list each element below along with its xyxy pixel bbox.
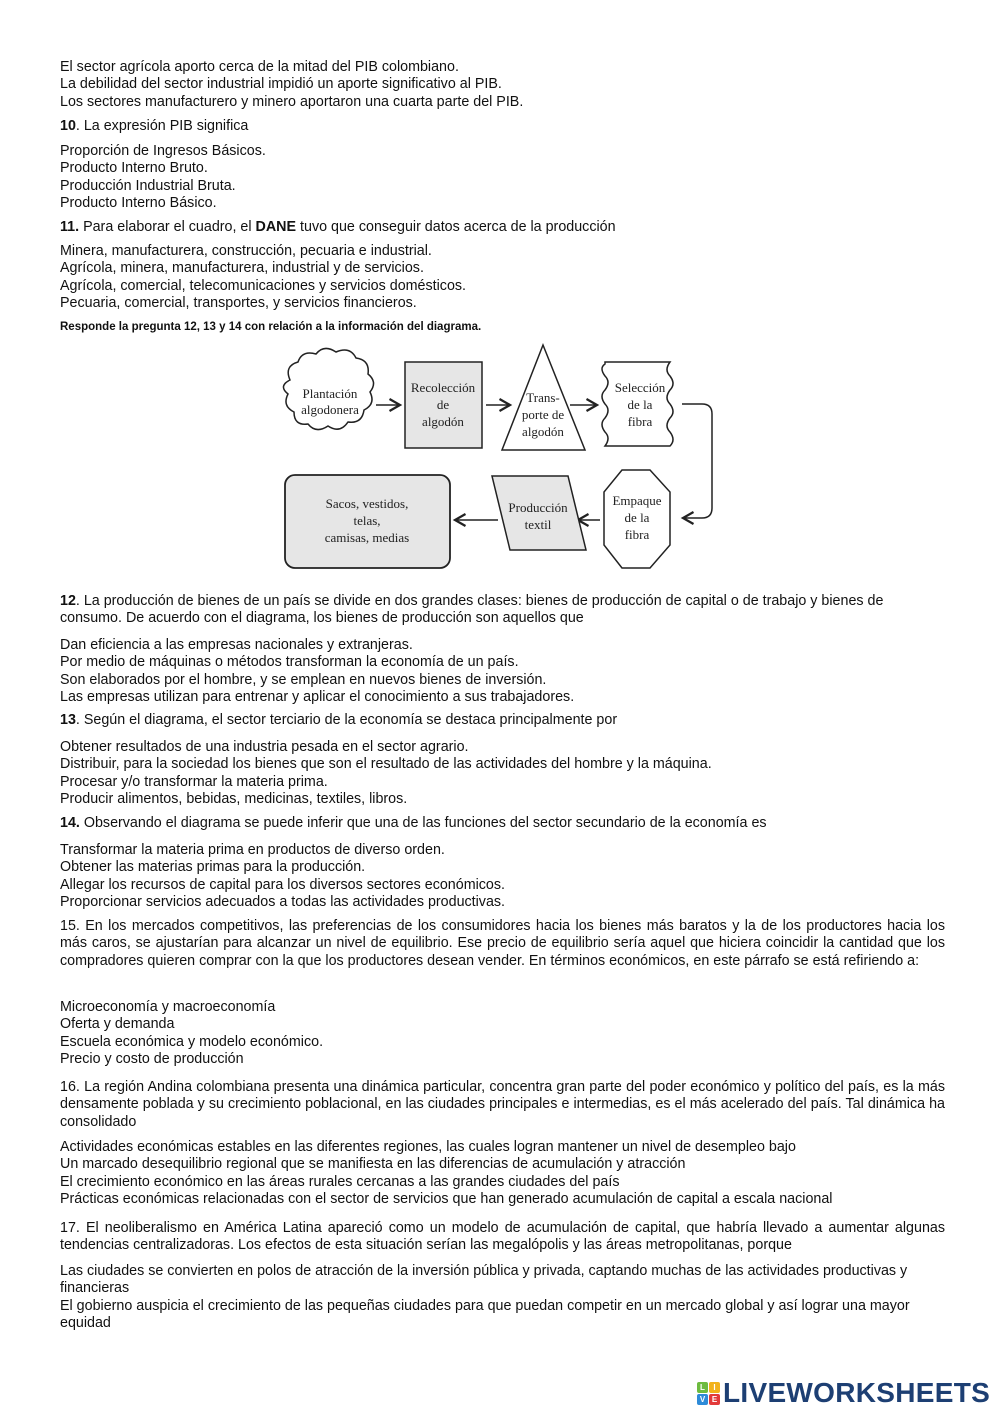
answer-option[interactable]: Microeconomía y macroeconomía bbox=[60, 999, 276, 1015]
answer-option[interactable]: El crecimiento económico en las áreas rurales cercanas a las grandes ciudades del país bbox=[60, 1173, 620, 1190]
arrow bbox=[682, 404, 712, 518]
question-14 bbox=[60, 815, 945, 832]
answer-option[interactable]: Escuela económica y modelo económico. bbox=[60, 1033, 324, 1050]
question-number: 13 bbox=[60, 712, 76, 728]
answer-option[interactable]: Prácticas económicas relacionadas con el sector de servicios que han generado acumulación de capital a escala nacional bbox=[60, 1190, 833, 1207]
question-13 bbox=[60, 712, 945, 729]
statement: La debilidad del sector industrial impidió un aporte significativo al PIB. bbox=[60, 76, 502, 93]
question-16: 16. La región Andina colombiana presenta una dinámica particular, concentra gran parte del poder económico y político del país, es la más densamente poblada y su crecimiento poblacional, en las ciudades principales e intermedias, es el más acelerado del país. Tal dinámica ha consolidado bbox=[60, 1079, 945, 1130]
question-17: 17. El neoliberalismo en América Latina apareció como un modelo de acumulación de capital, que habría llevado a aumentar algunas tendencias centralizadoras. Los efectos de esta situación serían las megalópolis y las áreas metropolitanas, porque bbox=[60, 1220, 945, 1254]
answer-option[interactable]: Obtener resultados de una industria pesada en el sector agrario. bbox=[60, 739, 469, 755]
svg-text:Producción: Producción bbox=[508, 500, 568, 515]
question-text: . Según el diagrama, el sector terciario de la economía se destaca principalmente por bbox=[75, 712, 618, 728]
options-16 bbox=[60, 1139, 945, 1208]
svg-text:de: de bbox=[436, 397, 450, 412]
svg-text:Selección: Selección bbox=[614, 380, 666, 395]
question-text: Observando el diagrama se puede inferir que una de las funciones del sector secundario de la economía es bbox=[79, 815, 767, 831]
question-text: tuvo que conseguir datos acerca de la producción bbox=[296, 219, 616, 235]
answer-option[interactable]: Pecuaria, comercial, transportes, y servicios financieros. bbox=[60, 294, 417, 311]
node-empaque bbox=[604, 470, 670, 568]
node-produccion bbox=[492, 476, 586, 550]
options-14 bbox=[60, 842, 945, 911]
answer-option[interactable]: Precio y costo de producción bbox=[60, 1050, 244, 1067]
answer-option[interactable]: Minera, manufacturera, construcción, pecuaria e industrial. bbox=[60, 243, 432, 259]
statement: El sector agrícola aporto cerca de la mitad del PIB colombiano. bbox=[60, 59, 459, 75]
statement: Los sectores manufacturero y minero aportaron una cuarta parte del PIB. bbox=[60, 93, 524, 110]
svg-text:Plantación: Plantación bbox=[302, 386, 358, 401]
logo-mark-icon: L I V E bbox=[697, 1382, 720, 1405]
answer-option[interactable]: Distribuir, para la sociedad los bienes que son el resultado de las actividades del hombre y la máquina. bbox=[60, 756, 712, 773]
answer-option[interactable]: Obtener las materias primas para la producción. bbox=[60, 859, 366, 876]
options-17 bbox=[60, 1263, 930, 1332]
options-15 bbox=[60, 999, 945, 1068]
question-11 bbox=[60, 219, 945, 236]
answer-option[interactable]: Producto Interno Básico. bbox=[60, 194, 217, 211]
options-11 bbox=[60, 243, 945, 312]
node-productos bbox=[285, 475, 450, 568]
svg-text:Sacos, vestidos,: Sacos, vestidos, bbox=[325, 496, 409, 511]
answer-option[interactable]: Las ciudades se convierten en polos de atracción de la inversión pública y privada, captando muchas de las actividades productivas y financieras bbox=[60, 1263, 908, 1297]
question-number: 14. bbox=[60, 815, 80, 831]
answer-option[interactable]: Oferta y demanda bbox=[60, 1016, 175, 1033]
answer-option[interactable]: Proporción de Ingresos Básicos. bbox=[60, 143, 266, 159]
answer-option[interactable]: Un marcado desequilibrio regional que se manifiesta en las diferencias de acumulación y atracción bbox=[60, 1156, 686, 1173]
svg-text:fibra: fibra bbox=[627, 414, 653, 429]
answer-option[interactable]: Procesar y/o transformar la materia prima. bbox=[60, 773, 328, 790]
svg-text:fibra: fibra bbox=[624, 527, 650, 542]
svg-text:de la: de la bbox=[627, 397, 653, 412]
question-number: 12 bbox=[60, 593, 76, 609]
options-12 bbox=[60, 637, 945, 706]
answer-option[interactable]: Transformar la materia prima en productos de diverso orden. bbox=[60, 842, 445, 858]
instruction: Responde la pregunta 12, 13 y 14 con relación a la información del diagrama. bbox=[60, 321, 482, 333]
answer-option[interactable]: Producción Industrial Bruta. bbox=[60, 177, 236, 194]
svg-text:Empaque: Empaque bbox=[612, 493, 662, 508]
question-bold: DANE bbox=[255, 219, 297, 235]
svg-text:algodón: algodón bbox=[522, 424, 564, 439]
question-number: 11. bbox=[60, 219, 80, 235]
svg-text:Trans-: Trans- bbox=[526, 390, 560, 405]
question-text: . La expresión PIB significa bbox=[75, 118, 249, 134]
svg-text:textil: textil bbox=[524, 517, 552, 532]
question-12 bbox=[60, 593, 945, 628]
answer-option[interactable]: Actividades económicas estables en las diferentes regiones, las cuales logran mantener un nivel de desempleo bajo bbox=[60, 1139, 796, 1155]
question-text: . La producción de bienes de un país se divide en dos grandes clases: bienes de producción de capital o de trabajo y bienes de consumo. De acuerdo con el diagrama, los bienes de producción son aquellos que bbox=[60, 593, 884, 627]
answer-option[interactable]: Agrícola, minera, manufacturera, industrial y de servicios. bbox=[60, 260, 424, 277]
options-10 bbox=[60, 143, 945, 212]
node-seleccion bbox=[602, 362, 673, 446]
node-recoleccion bbox=[405, 362, 482, 448]
node-plantacion bbox=[283, 348, 373, 429]
svg-text:telas,: telas, bbox=[353, 513, 381, 528]
answer-option[interactable]: Producir alimentos, bebidas, medicinas, textiles, libros. bbox=[60, 790, 408, 807]
question-text: Para elaborar el cuadro, el bbox=[79, 219, 256, 235]
answer-option[interactable]: Producto Interno Bruto. bbox=[60, 160, 208, 177]
answer-option[interactable]: Por medio de máquinas o métodos transforman la economía de un país. bbox=[60, 654, 519, 671]
question-number: 10 bbox=[60, 118, 76, 134]
answer-option[interactable]: Allegar los recursos de capital para los diversos sectores económicos. bbox=[60, 876, 505, 893]
svg-text:algodonera: algodonera bbox=[301, 402, 359, 417]
node-transporte bbox=[502, 345, 585, 450]
intro-statements bbox=[60, 59, 945, 111]
answer-option[interactable]: Las empresas utilizan para entrenar y aplicar el conocimiento a sus trabajadores. bbox=[60, 688, 575, 705]
svg-text:porte de: porte de bbox=[521, 407, 565, 422]
liveworksheets-logo: L I V E LIVEWORKSHEETS bbox=[697, 1378, 990, 1408]
svg-text:de la: de la bbox=[624, 510, 650, 525]
svg-text:camisas, medias: camisas, medias bbox=[324, 530, 410, 545]
cotton-process-diagram bbox=[270, 340, 730, 575]
answer-option[interactable]: Agrícola, comercial, telecomunicaciones y servicios domésticos. bbox=[60, 277, 467, 294]
question-15: 15. En los mercados competitivos, las preferencias de los consumidores hacia los bienes más baratos y la de los productores hacia los más caros, se ajustarían para alcanzar un nivel de equilibrio. Ese precio de equilibrio sería aquel que hiciera coincidir la cantidad que los compradores quieren comprar con la que los productores desean vender. En términos económicos, en este párrafo se está refiriendo a: bbox=[60, 918, 945, 969]
options-13 bbox=[60, 739, 945, 808]
answer-option[interactable]: El gobierno auspicia el crecimiento de las pequeñas ciudades para que puedan competir en un mercado global y así lograr una mayor equidad bbox=[60, 1297, 910, 1331]
question-10 bbox=[60, 118, 945, 135]
answer-option[interactable]: Dan eficiencia a las empresas nacionales y extranjeras. bbox=[60, 637, 413, 653]
svg-text:algodón: algodón bbox=[422, 414, 464, 429]
svg-text:Recolección: Recolección bbox=[410, 380, 476, 395]
answer-option[interactable]: Proporcionar servicios adecuados a todas las actividades productivas. bbox=[60, 893, 506, 910]
answer-option[interactable]: Son elaborados por el hombre, y se emplean en nuevos bienes de inversión. bbox=[60, 671, 547, 688]
